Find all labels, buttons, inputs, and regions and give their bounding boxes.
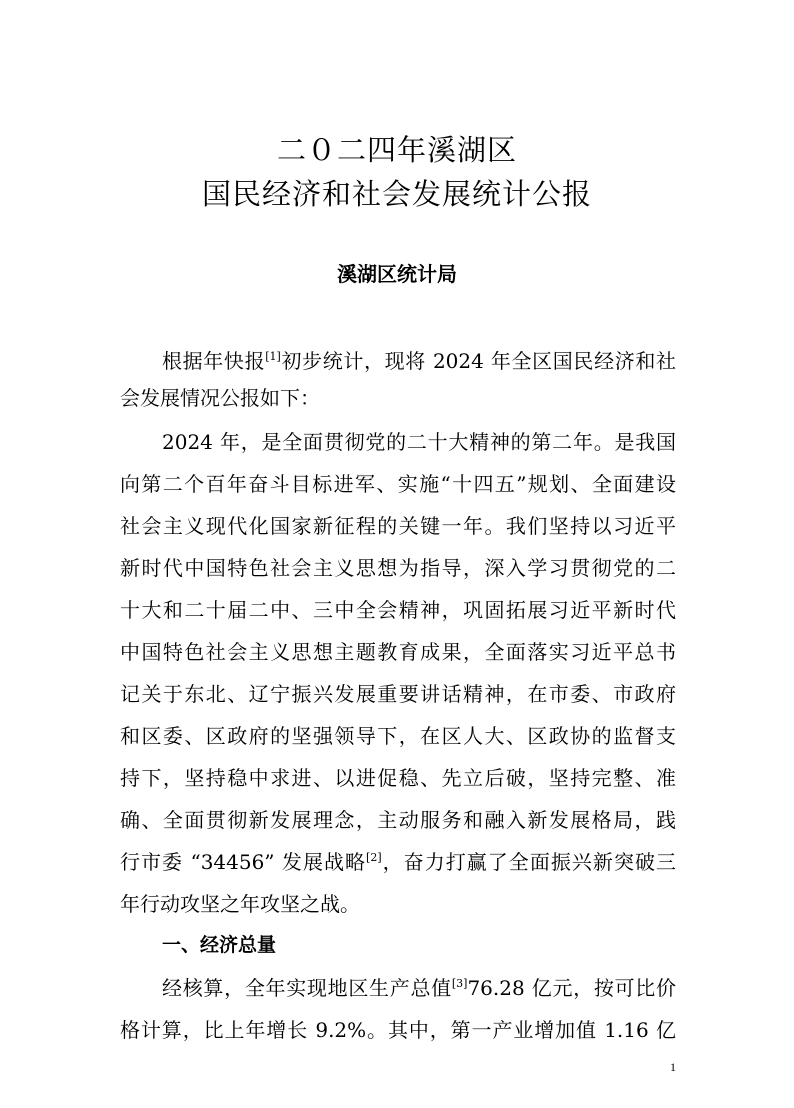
text-span: 初步统计，现将 2024 年全区国民经济和社 [280,349,676,373]
paragraph-1-line-1 [120,345,676,381]
footnote-ref-2[interactable]: [2] [366,851,382,864]
section-heading: 一、经济总量 [162,934,277,956]
footnote-ref-3[interactable]: [3] [451,977,468,990]
paragraph-3-line-1 [120,972,676,1008]
paragraph-2-line-4: 新时代中国特色社会主义思想为指导，深入学习贯彻党的二 [120,556,676,580]
report-title-line-1: 二０二四年溪湖区 [276,133,517,167]
paragraph-3-line-2: 格计算，比上年增长 9.2%。其中，第一产业增加值 1.16 亿 [120,1018,676,1042]
text-span: 行市委 “34456” 发展战略 [120,850,367,874]
report-author: 溪湖区统计局 [337,262,457,286]
paragraph-2-line-3: 社会主义现代化国家新征程的关键一年。我们坚持以习近平 [120,514,676,538]
paragraph-2-line-1: 2024 年，是全面贯彻党的二十大精神的第二年。是我国 [162,430,676,454]
paragraph-2-line-12: 年行动攻坚之年攻坚之战。 [120,892,360,916]
page-number: 1 [670,1060,676,1074]
text-span: 76.28 亿元，按可比价 [467,976,676,1000]
paragraph-2-line-7: 记关于东北、辽宁振兴发展重要讲话精神，在市委、市政府 [120,682,676,706]
report-title-line-2: 国民经济和社会发展统计公报 [201,177,592,211]
paragraph-2-line-8: 和区委、区政府的坚强领导下，在区人大、区政协的监督支 [120,724,676,748]
paragraph-2-line-2: 向第二个百年奋斗目标进军、实施“十四五”规划、全面建设 [120,472,676,496]
text-span: 根据年快报 [162,349,266,373]
text-span: ，奋力打赢了全面振兴新突破三 [381,850,676,874]
paragraph-2-line-11 [120,846,676,882]
paragraph-2-line-5: 十大和二十届二中、三中全会精神，巩固拓展习近平新时代 [120,598,676,622]
paragraph-2-line-9: 持下，坚持稳中求进、以进促稳、先立后破，坚持完整、准 [120,766,676,790]
footnote-ref-1[interactable]: [1] [265,350,281,363]
paragraph-2-line-10: 确、全面贯彻新发展理念，主动服务和融入新发展格局，践 [120,808,676,832]
paragraph-1-line-2: 会发展情况公报如下： [120,386,320,410]
paragraph-2-line-6: 中国特色社会主义思想主题教育成果，全面落实习近平总书 [120,640,676,664]
text-span: 经核算，全年实现地区生产总值 [162,976,452,1000]
